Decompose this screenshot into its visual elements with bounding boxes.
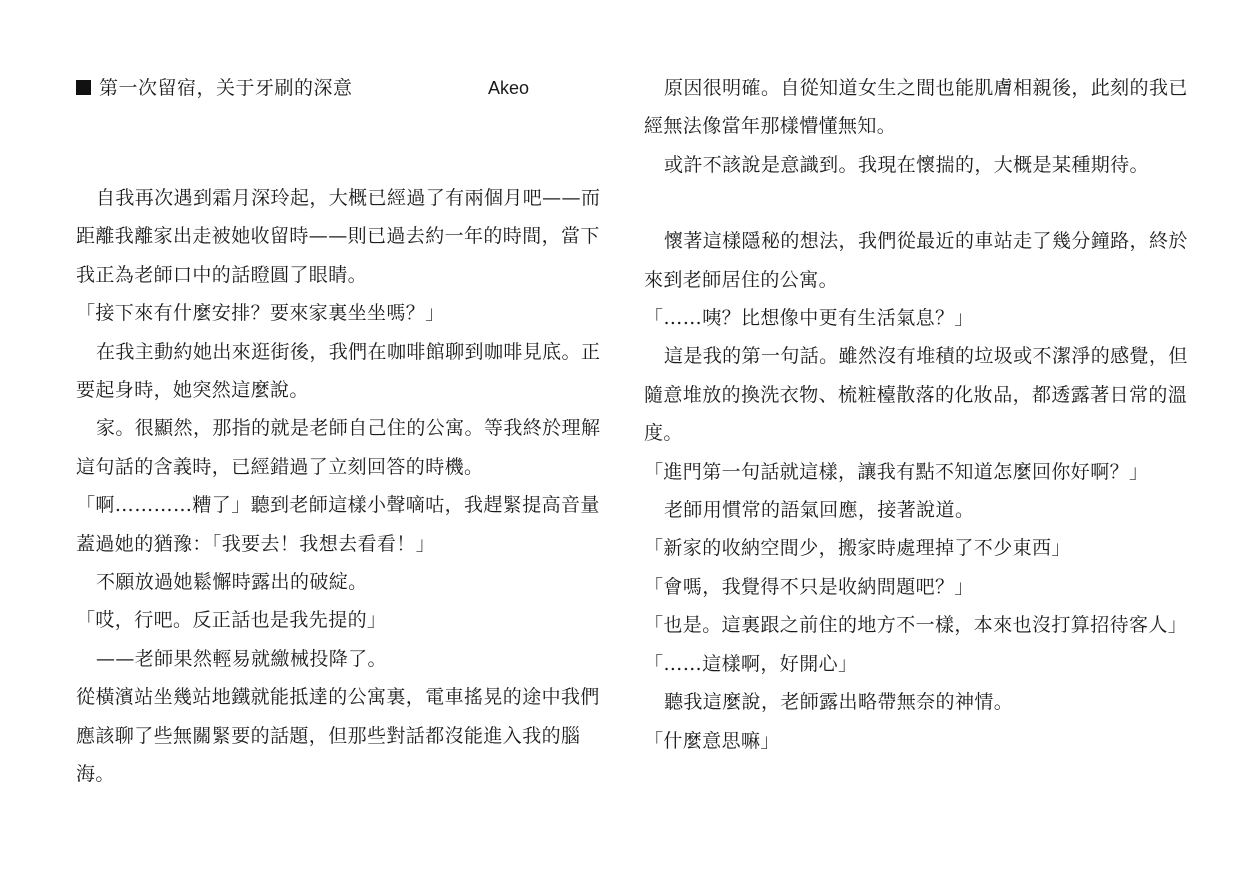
paragraph: 「什麼意思嘛」 xyxy=(644,729,780,752)
left-column xyxy=(76,69,616,794)
paragraph: 懷著這樣隱秘的想法，我們從最近的車站走了幾分鐘路，終於來到老師居住的公寓。 xyxy=(644,230,1188,291)
right-body-text-part1 xyxy=(644,69,1204,184)
chapter-heading xyxy=(76,69,616,107)
paragraph: 在我主動約她出來逛街後，我們在咖啡館聊到咖啡見底。正要起身時，她突然這麼說。 xyxy=(76,340,601,402)
paragraph: 老師用慣常的語氣回應，接著說道。 xyxy=(663,499,975,522)
right-body-text-part2 xyxy=(644,222,1204,760)
paragraph: 自我再次遇到霜月深玲起，大概已經過了有兩個月吧——而距離我離家出走被她收留時——則已過去約一年的時間，當下我正為老師口中的話瞪圓了眼睛。 xyxy=(76,187,601,286)
paragraph: ——老師果然輕易就繳械投降了。 xyxy=(95,647,387,670)
right-column xyxy=(644,69,1204,760)
paragraph: 或許不該說是意識到。我現在懷揣的，大概是某種期待。 xyxy=(663,153,1149,176)
paragraph: 原因很明確。自從知道女生之間也能肌膚相親後，此刻的我已經無法像當年那樣懵懂無知。 xyxy=(644,77,1188,138)
paragraph: 聽我這麼說，老師露出略帶無奈的神情。 xyxy=(663,691,1014,714)
paragraph: 家。很顯然，那指的就是老師自己住的公寓。等我終於理解這句話的含義時，已經錯過了立刻回答的時機。 xyxy=(76,417,601,478)
paragraph: 「……這樣啊，好開心」 xyxy=(644,652,858,675)
paragraph: 從橫濱站坐幾站地鐵就能抵達的公寓裏，電車搖晃的途中我們應該聊了些無關緊要的話題，但那些對話都沒能進入我的腦海。 xyxy=(76,686,600,786)
paragraph: 「新家的收納空間少，搬家時處理掉了不少東西」 xyxy=(644,537,1071,560)
author-name: Akeo xyxy=(488,78,530,98)
paragraph: 這是我的第一句話。雖然沒有堆積的垃圾或不潔淨的感覺，但隨意堆放的換洗衣物、梳粧檯散落的化妝品，都透露著日常的溫度。 xyxy=(644,345,1188,445)
paragraph: 「哎，行吧。反正話也是我先提的」 xyxy=(76,609,387,632)
paragraph: 「也是。這裏跟之前住的地方不一樣，本來也沒打算招待客人」 xyxy=(644,614,1188,637)
left-body-text xyxy=(76,179,616,794)
paragraph: 不願放過她鬆懈時露出的破綻。 xyxy=(95,571,368,594)
scene-break xyxy=(644,184,1204,222)
square-bullet-icon xyxy=(76,80,91,95)
paragraph: 「接下來有什麼安排？要來家裏坐坐嗎？」 xyxy=(76,302,445,325)
paragraph: 「啊…………糟了」聽到老師這樣小聲嘀咕，我趕緊提高音量蓋過她的猶豫：「我要去！我想去看看！」 xyxy=(76,494,600,555)
paragraph: 「進門第一句話就這樣，讓我有點不知道怎麼回你好啊？」 xyxy=(644,460,1149,483)
paragraph: 「會嗎，我覺得不只是收納問題吧？」 xyxy=(644,575,974,598)
paragraph: 「……咦？比想像中更有生活氣息？」 xyxy=(644,307,974,330)
chapter-title: 第一次留宿，关于牙刷的深意 xyxy=(99,77,353,99)
